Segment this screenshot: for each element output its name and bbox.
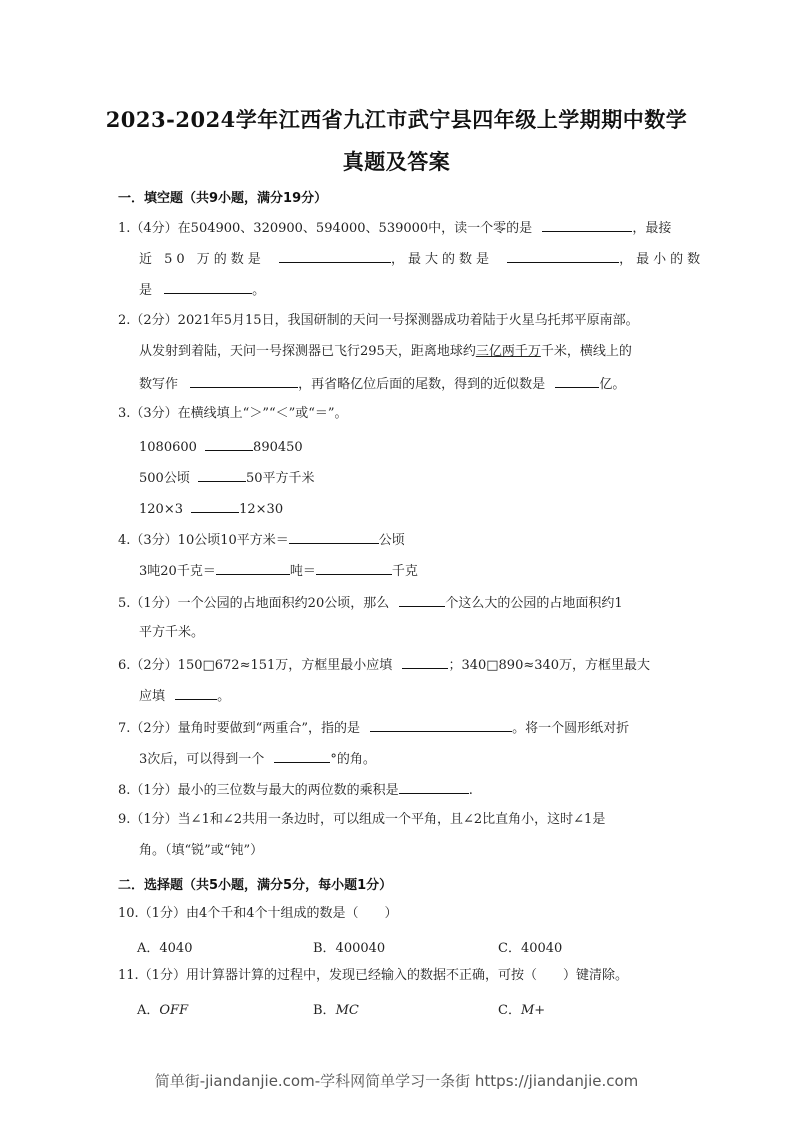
q10-option-a[interactable]: A．4040 (137, 941, 193, 956)
q11-option-b[interactable]: B．MC (313, 1003, 359, 1018)
watermark-footer: 简单街-jiandanjie.com-学科网简单学习一条街 https://jiandanjie.com (154, 1072, 639, 1090)
q3-row-3: 120×3 12×30 (139, 502, 284, 517)
q1-line2: 近 50 万的数是 ，最大的数是 ，最小的数 (139, 252, 705, 267)
q5-line1: 5.（1分）一个公园的占地面积约20公顷，那么 个这么大的公园的占地面积约1 (118, 596, 623, 611)
q1-line3: 是 。 (139, 283, 266, 298)
q7-line2: 3次后，可以得到一个 °的角。 (139, 752, 376, 767)
q4-blank-3[interactable] (316, 562, 392, 575)
q9-line2: 角。（填“锐”或“钝”） (139, 843, 264, 858)
doc-title-line2: 真题及答案 (342, 149, 451, 174)
q3-line1: 3.（3分）在横线填上“＞”“＜”或“＝”。 (118, 406, 348, 421)
q3-blank-2[interactable] (198, 469, 246, 482)
section-heading-fill-in: 一．填空题（共9小题，满分19分） (118, 191, 328, 206)
q1-blank-4[interactable] (164, 281, 252, 294)
q10-option-c[interactable]: C．40040 (498, 941, 563, 956)
q4-blank-1[interactable] (289, 531, 379, 544)
q8-line1: 8.（1分）最小的三位数与最大的两位数的乘积是 . (118, 783, 473, 798)
q4-blank-2[interactable] (216, 562, 290, 575)
q2-underlined-number: 三亿两千万 (475, 344, 541, 359)
q11-option-a[interactable]: A．OFF (137, 1003, 189, 1018)
q3-blank-1[interactable] (205, 438, 253, 451)
q2-line3: 数写作 ，再省略亿位后面的尾数，得到的近似数是 亿。 (139, 377, 626, 392)
q2-blank-1[interactable] (190, 375, 298, 388)
q11-option-c[interactable]: C．M+ (498, 1003, 546, 1018)
section-heading-multiple-choice: 二．选择题（共5小题，满分5分，每小题1分） (118, 878, 393, 893)
q2-blank-2[interactable] (555, 375, 599, 388)
q6-line1: 6.（2分）150□672≈151万，方框里最小应填 ；340□890≈340万，方框里最大 (118, 658, 651, 673)
q11-stem: 11.（1分）用计算器计算的过程中，发现已经输入的数据不正确，可按（ ）键清除。 (118, 968, 628, 983)
q7-blank-1[interactable] (370, 719, 512, 732)
q8-blank-1[interactable] (399, 781, 469, 794)
q10-option-b[interactable]: B．400040 (313, 941, 386, 956)
q1-blank-1[interactable] (542, 219, 632, 232)
q6-line2: 应填 。 (139, 689, 231, 704)
q6-blank-2[interactable] (175, 687, 217, 700)
q3-row-2: 500公顷 50平方千米 (139, 471, 315, 486)
q5-blank-1[interactable] (399, 594, 445, 607)
q9-line1: 9.（1分）当∠1和∠2共用一条边时，可以组成一个平角，且∠2比直角小，这时∠1是 (118, 812, 606, 827)
q7-line1: 7.（2分）量角时要做到“两重合”，指的是 。将一个圆形纸对折 (118, 721, 630, 736)
q4-line1: 4.（3分）10公顷10平方米＝ 公顷 (118, 533, 405, 548)
q2-line2: 从发射到着陆，天问一号探测器已飞行295天，距离地球约三亿两千万千米，横线上的 (139, 344, 632, 359)
q1-blank-3[interactable] (507, 250, 619, 263)
q1-line1: 1.（4分）在504900、320900、594000、539000中，读一个零的是 ，最接 (118, 221, 672, 236)
q3-blank-3[interactable] (191, 500, 239, 513)
q1-blank-2[interactable] (279, 250, 391, 263)
q4-line2: 3吨20千克＝ 吨＝ 千克 (139, 564, 418, 579)
q10-stem: 10.（1分）由4个千和4个十组成的数是（ ） (118, 906, 398, 921)
q6-blank-1[interactable] (402, 656, 448, 669)
q3-row-1: 1080600 890450 (139, 440, 303, 455)
q2-line1: 2.（2分）2021年5月15日，我国研制的天问一号探测器成功着陆于火星乌托邦平原南部。 (118, 313, 639, 328)
q7-blank-2[interactable] (274, 750, 330, 763)
q5-line2: 平方千米。 (139, 625, 205, 640)
doc-title-line1: 2023-2024学年江西省九江市武宁县四年级上学期期中数学 (105, 107, 688, 132)
